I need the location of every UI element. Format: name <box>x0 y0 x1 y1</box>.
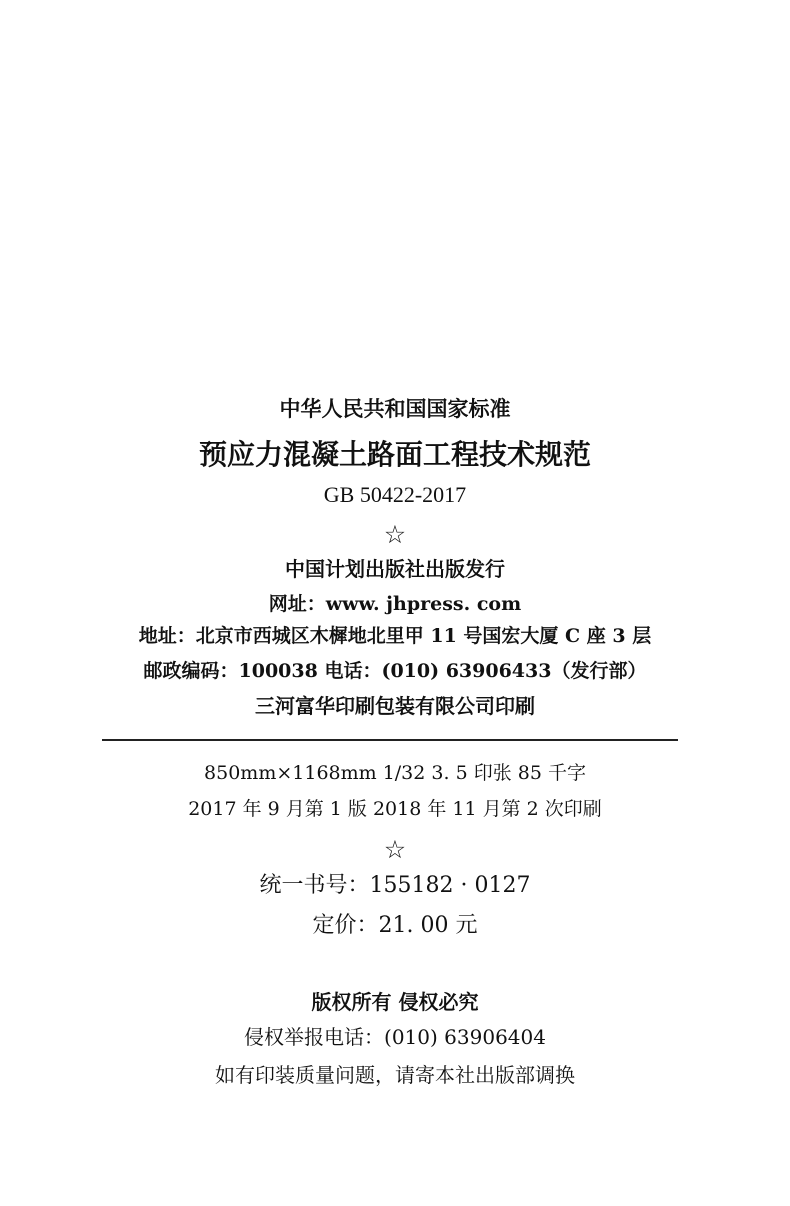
copyright-notice: 版权所有 侵权必究 <box>311 990 479 1014</box>
standard-code: GB 50422-2017 <box>323 482 467 507</box>
standard-title: 预应力混凝土路面工程技术规范 <box>198 438 591 471</box>
book-number: 统一书号：155182 · 0127 <box>259 873 531 898</box>
quality-issue-note: 如有印装质量问题，请寄本社出版部调换 <box>215 1063 575 1087</box>
publisher-address: 地址：北京市西城区木樨地北里甲 11 号国宏大厦 C 座 3 层 <box>138 625 652 647</box>
series-line: 中华人民共和国国家标准 <box>279 396 511 421</box>
divider-rule <box>102 739 678 741</box>
publisher-line: 中国计划出版社出版发行 <box>285 557 505 581</box>
postal-and-phone: 邮政编码：100038 电话：(010) 63906433（发行部） <box>143 660 647 682</box>
format-specs: 850mm×1168mm 1/32 3. 5 印张 85 千字 <box>204 762 586 784</box>
star-separator-icon: ☆ <box>383 520 407 549</box>
infringement-report-phone: 侵权举报电话：(010) 63906404 <box>244 1025 546 1049</box>
edition-info: 2017 年 9 月第 1 版 2018 年 11 月第 2 次印刷 <box>188 798 602 820</box>
printer-line: 三河富华印刷包装有限公司印刷 <box>255 694 535 718</box>
star-separator-icon: ☆ <box>383 835 407 864</box>
price: 定价：21. 00 元 <box>312 913 478 938</box>
publisher-website: 网址：www. jhpress. com <box>268 593 522 615</box>
